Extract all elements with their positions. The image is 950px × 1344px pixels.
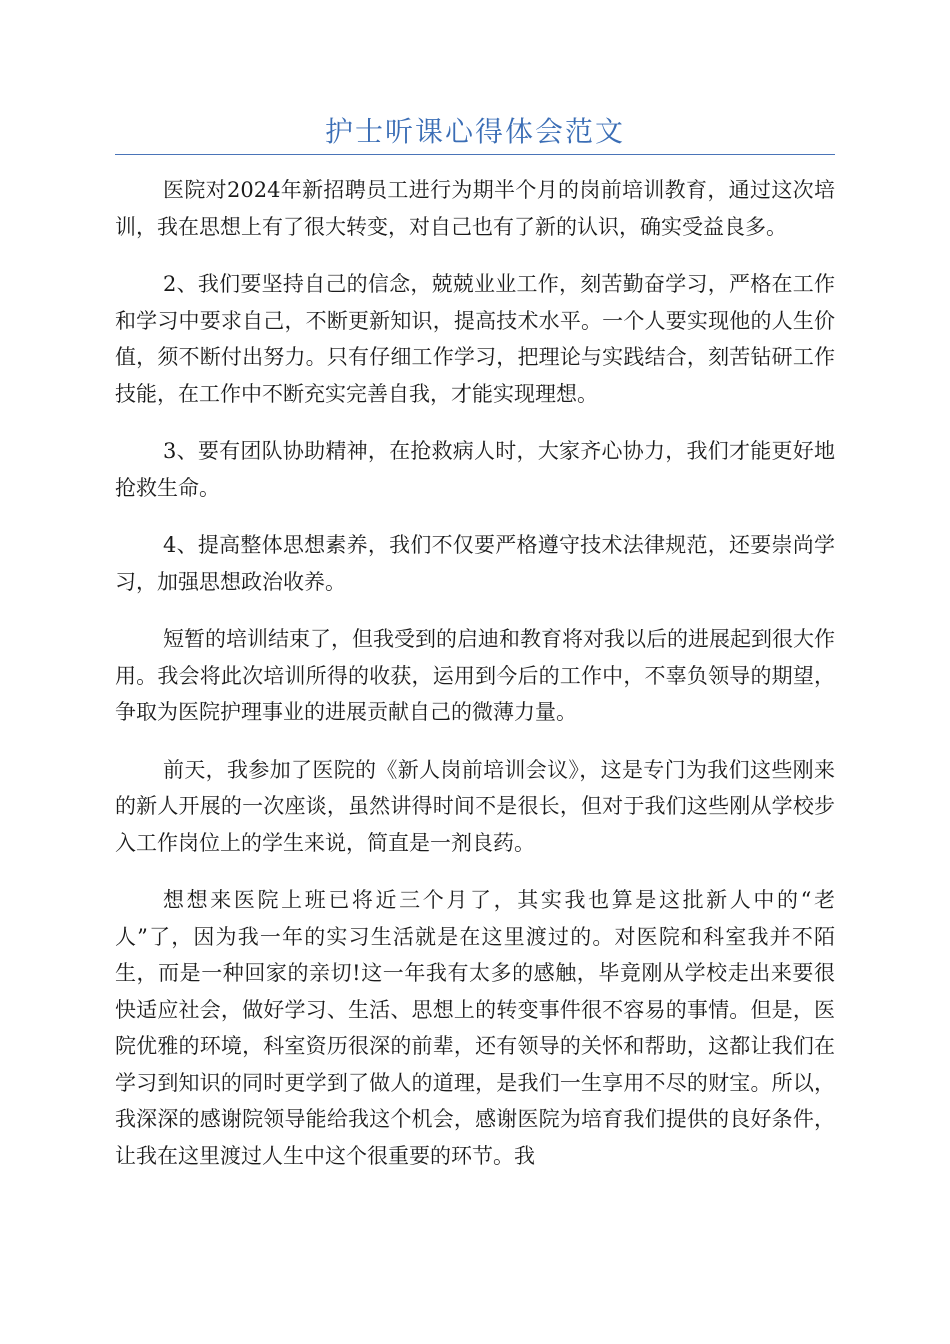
paragraph-5: 短暂的培训结束了，但我受到的启迪和教育将对我以后的进展起到很大作用。我会将此次培训所得的收获，运用到今后的工作中，不辜负领导的期望，争取为医院护理事业的进展贡献自己的微薄力量。 [115,627,835,724]
title-underline [115,154,835,155]
paragraph-3: 3、要有团队协助精神，在抢救病人时，大家齐心协力，我们才能更好地抢救生命。 [115,439,835,500]
paragraph-2: 2、我们要坚持自己的信念，兢兢业业工作，刻苦勤奋学习，严格在工作和学习中要求自己，不断更新知识，提高技术水平。一个人要实现他的人生价值，须不断付出努力。只有仔细工作学习，把理论与实践结合，刻苦钻研工作技能，在工作中不断充实完善自我，才能实现理想。 [115,272,835,406]
paragraph-6: 前天，我参加了医院的《新人岗前培训会议》，这是专门为我们这些刚来的新人开展的一次座谈，虽然讲得时间不是很长，但对于我们这些刚从学校步入工作岗位上的学生来说，简直是一剂良药。 [115,757,835,855]
paragraph-1: 医院对2024年新招聘员工进行为期半个月的岗前培训教育，通过这次培训，我在思想上有了很大转变，对自己也有了新的认识，确实受益良多。 [115,178,835,239]
document-body [115,172,835,1195]
paragraph-7: 想想来医院上班已将近三个月了，其实我也算是这批新人中的“老人”了，因为我一年的实习生活就是在这里渡过的。对医院和科室我并不陌生，而是一种回家的亲切!这一年我有太多的感触，毕竟刚从学校走出来要很快适应社会，做好学习、生活、思想上的转变事件很不容易的事情。但是，医院优雅的环境，科室资历很深的前辈，还有领导的关怀和帮助，这都让我们在学习到知识的同时更学到了做人的道理，是我们一生享用不尽的财宝。所以，我深深的感谢院领导能给我这个机会，感谢医院为培育我们提供的良好条件，让我在这里渡过人生中这个很重要的环节。我 [115,888,835,1168]
document-title: 护士听课心得体会范文 [324,115,625,148]
paragraph-4: 4、提高整体思想素养，我们不仅要严格遵守技术法律规范，还要崇尚学习，加强思想政治收养。 [115,533,835,594]
